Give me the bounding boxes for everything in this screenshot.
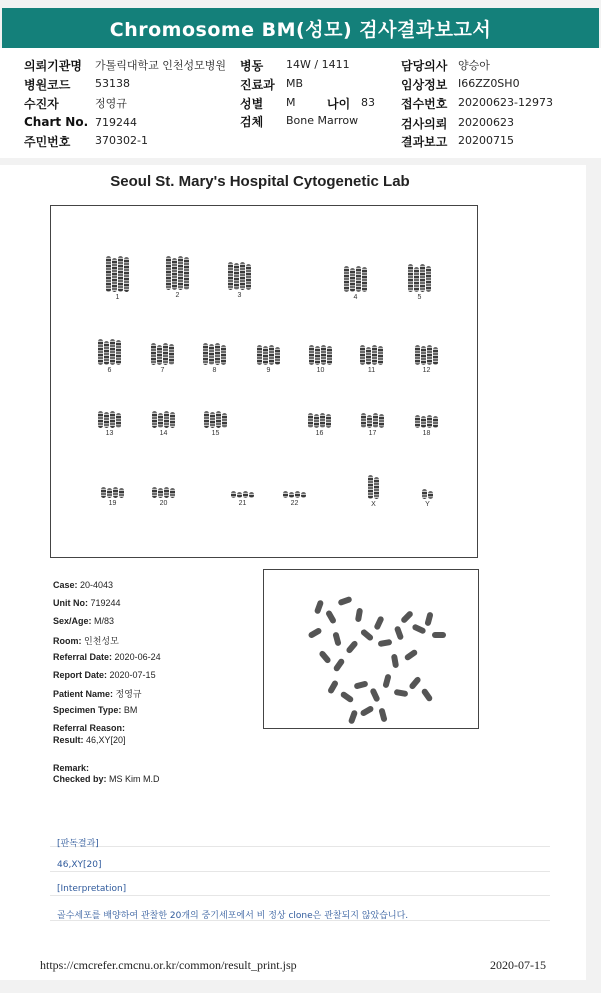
result-value: 46,XY[20]: [86, 735, 126, 745]
metaphase-spread-image: [263, 569, 479, 729]
specimen-value: Bone Marrow: [286, 114, 359, 127]
chromosome-number: 18: [422, 430, 431, 437]
chromosome-pair: [166, 256, 189, 299]
chromosome-number: 14: [159, 430, 168, 437]
chromosome-pair: [361, 413, 384, 437]
chromosome-pair: [408, 264, 431, 301]
lab-report-sheet: [0, 165, 586, 980]
ward-value: 14W / 1411: [286, 58, 350, 71]
room-value: 인천성모: [84, 636, 119, 646]
chromosome-number: 12: [422, 367, 431, 374]
chromosome-number: 17: [368, 430, 377, 437]
report-value: 20200715: [458, 134, 514, 147]
case-label: Case:: [53, 580, 78, 590]
referral-date-value: 2020-06-24: [114, 652, 161, 662]
doctor-label: 담당의사: [401, 59, 448, 73]
case-value: 20-4043: [80, 580, 114, 590]
sex-label: 성별: [240, 97, 264, 111]
chromosome-number: 9: [266, 367, 271, 374]
interpretation-heading: [Interpretation]: [57, 884, 127, 894]
receipt-value: 20200623-12973: [458, 96, 553, 109]
referral-date-label: Referral Date:: [53, 652, 113, 662]
report-title: Chromosome BM(성모) 검사결과보고서: [2, 8, 599, 48]
chromosome-number: 16: [315, 430, 324, 437]
patient-name-value: 정영규: [115, 689, 142, 699]
report-label: 결과보고: [401, 135, 448, 149]
chromosome-pair: [228, 262, 251, 299]
chromosome-pair: [152, 487, 175, 507]
chromosome-number: 22: [290, 500, 299, 507]
chromosome-number: 8: [212, 367, 217, 374]
sexage-label: Sex/Age:: [53, 616, 92, 626]
chromosome-pair: [415, 415, 438, 437]
chromosome-number: 1: [115, 294, 120, 301]
chromosome-pair: [204, 411, 227, 437]
request-value: 20200623: [458, 116, 514, 129]
print-date: 2020-07-15: [490, 958, 546, 972]
chromosome-pair: [101, 487, 124, 507]
chromosome-number: 21: [238, 500, 247, 507]
hospital-code-value: 53138: [95, 77, 130, 90]
result-label: Result:: [53, 735, 84, 745]
interpretation-text: 골수세포를 배양하여 관찰한 20개의 중기세포에서 비 정상 clone은 관찰되지 않았습니다.: [57, 911, 409, 921]
chromosome-number: 5: [417, 294, 422, 301]
chromosome-number: 10: [316, 367, 325, 374]
chromosome-pair: [231, 491, 254, 507]
institution-value: 가톨릭대학교 인천성모병원: [95, 59, 227, 72]
chromosome-number: Y: [425, 501, 430, 508]
chromosome-number: 15: [211, 430, 220, 437]
receipt-label: 접수번호: [401, 97, 448, 111]
report-date-value: 2020-07-15: [109, 670, 156, 680]
patient-info-panel: [0, 48, 601, 158]
chromosome-pair: [203, 343, 226, 374]
chromosome-x: [368, 475, 379, 508]
chart-no-label: Chart No.: [24, 115, 89, 129]
chromosome-number: 4: [353, 294, 358, 301]
ssn-label: 주민번호: [24, 135, 71, 149]
doctor-value: 양승아: [458, 59, 490, 72]
patient-label: 수진자: [24, 97, 59, 111]
referral-reason-label: Referral Reason:: [53, 723, 126, 733]
chromosome-number: 7: [160, 367, 165, 374]
sexage-value: M/83: [94, 616, 115, 626]
chromosome-pair: [344, 266, 367, 301]
chromosome-number: 19: [108, 500, 117, 507]
hospital-code-label: 병원코드: [24, 78, 71, 92]
chromosome-pair: [360, 345, 383, 374]
specimen-type-value: BM: [123, 705, 138, 715]
institution-label: 의뢰기관명: [24, 59, 82, 73]
chart-no-value: 719244: [95, 116, 137, 129]
unit-label: Unit No:: [53, 598, 88, 608]
checked-label: Checked by:: [53, 774, 107, 784]
report-date-label: Report Date:: [53, 670, 108, 680]
chromosome-pair: [151, 343, 174, 374]
chromosome-pair: [98, 411, 121, 437]
chromosome-pair: [106, 256, 129, 301]
ward-label: 병동: [240, 59, 264, 73]
chromosome-pair: [309, 345, 332, 374]
specimen-type-label: Specimen Type:: [53, 705, 122, 715]
dept-label: 진료과: [240, 78, 275, 92]
patient-value: 정영규: [95, 97, 127, 110]
result-karyotype: 46,XY[20]: [57, 860, 102, 870]
karyotype-panel: [50, 205, 478, 558]
chromosome-pair: [257, 345, 280, 374]
checked-value: MS Kim M.D: [109, 774, 160, 784]
clinical-info-value: I66ZZ0SH0: [458, 77, 520, 90]
chromosome-number: 20: [159, 500, 168, 507]
chromosome-number: 3: [237, 292, 242, 299]
chromosome-number: 2: [175, 292, 180, 299]
sex-value: M: [286, 96, 296, 109]
remark-label: Remark:: [53, 763, 90, 773]
chromosome-number: 13: [105, 430, 114, 437]
chromosome-pair: [152, 411, 175, 437]
chromosome-pair: [98, 339, 121, 374]
chromosome-number: 11: [367, 367, 376, 374]
patient-name-label: Patient Name:: [53, 689, 114, 699]
print-url: https://cmcrefer.cmcnu.or.kr/common/result_print.jsp: [40, 958, 297, 972]
room-label: Room:: [53, 636, 82, 646]
chromosome-number: 6: [107, 367, 112, 374]
ssn-value: 370302-1: [95, 134, 148, 147]
dept-value: MB: [286, 77, 304, 90]
chromosome-y: [422, 489, 433, 508]
chromosome-pair: [308, 413, 331, 437]
unit-value: 719244: [90, 598, 121, 608]
clinical-info-label: 임상정보: [401, 78, 448, 92]
result-heading: [판독결과]: [57, 839, 99, 849]
chromosome-pair: [415, 345, 438, 374]
chromosome-number: X: [371, 501, 376, 508]
age-label: 나이: [327, 97, 351, 111]
request-label: 검사의뢰: [401, 117, 448, 131]
age-value: 83: [361, 96, 375, 109]
lab-title: Seoul St. Mary's Hospital Cytogenetic Lab: [110, 173, 410, 190]
chromosome-pair: [283, 491, 306, 507]
specimen-label: 검체: [240, 115, 264, 129]
